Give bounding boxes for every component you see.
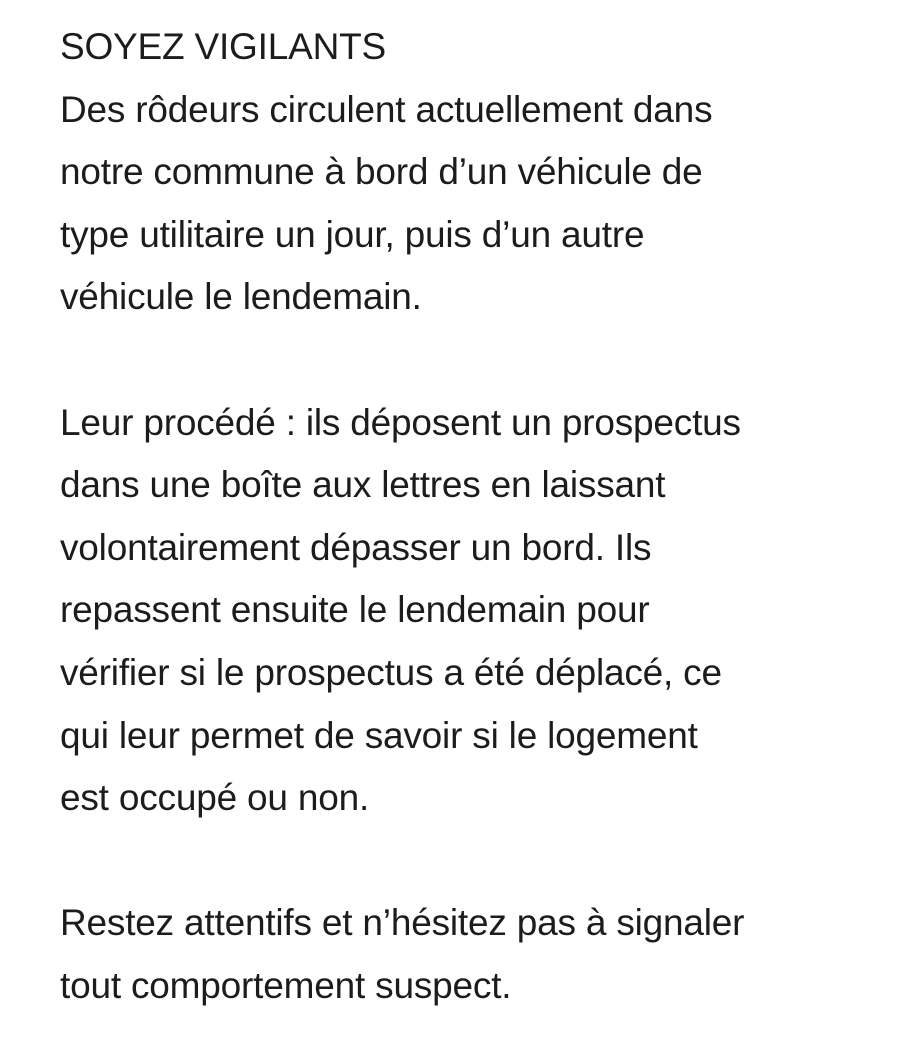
text-line: véhicule le lendemain. — [60, 276, 422, 318]
text-line: volontairement dépasser un bord. Ils — [60, 526, 652, 568]
note-text-area[interactable] — [60, 16, 850, 1018]
text-line: dans une boîte aux lettres en laissant — [60, 464, 666, 506]
blank-line — [60, 329, 850, 392]
text-line: Restez attentifs et n’hésitez pas à signaler — [60, 902, 745, 944]
text-line: qui leur permet de savoir si le logement — [60, 714, 698, 756]
paragraph-advice — [60, 892, 850, 1017]
note-title: SOYEZ VIGILANTS — [60, 26, 386, 67]
text-line: Des rôdeurs circulent actuellement dans — [60, 88, 713, 130]
text-line: repassent ensuite le lendemain pour — [60, 589, 650, 631]
text-line: Leur procédé : ils déposent un prospectus — [60, 401, 741, 443]
paragraph-warning — [60, 79, 850, 329]
paragraph-procedure — [60, 392, 850, 830]
text-line: notre commune à bord d’un véhicule de — [60, 151, 703, 193]
text-line: tout comportement suspect. — [60, 964, 512, 1006]
text-line: vérifier si le prospectus a été déplacé, ce — [60, 651, 722, 693]
text-line: type utilitaire un jour, puis d’un autre — [60, 213, 645, 255]
text-line: est occupé ou non. — [60, 777, 370, 819]
blank-line — [60, 830, 850, 893]
